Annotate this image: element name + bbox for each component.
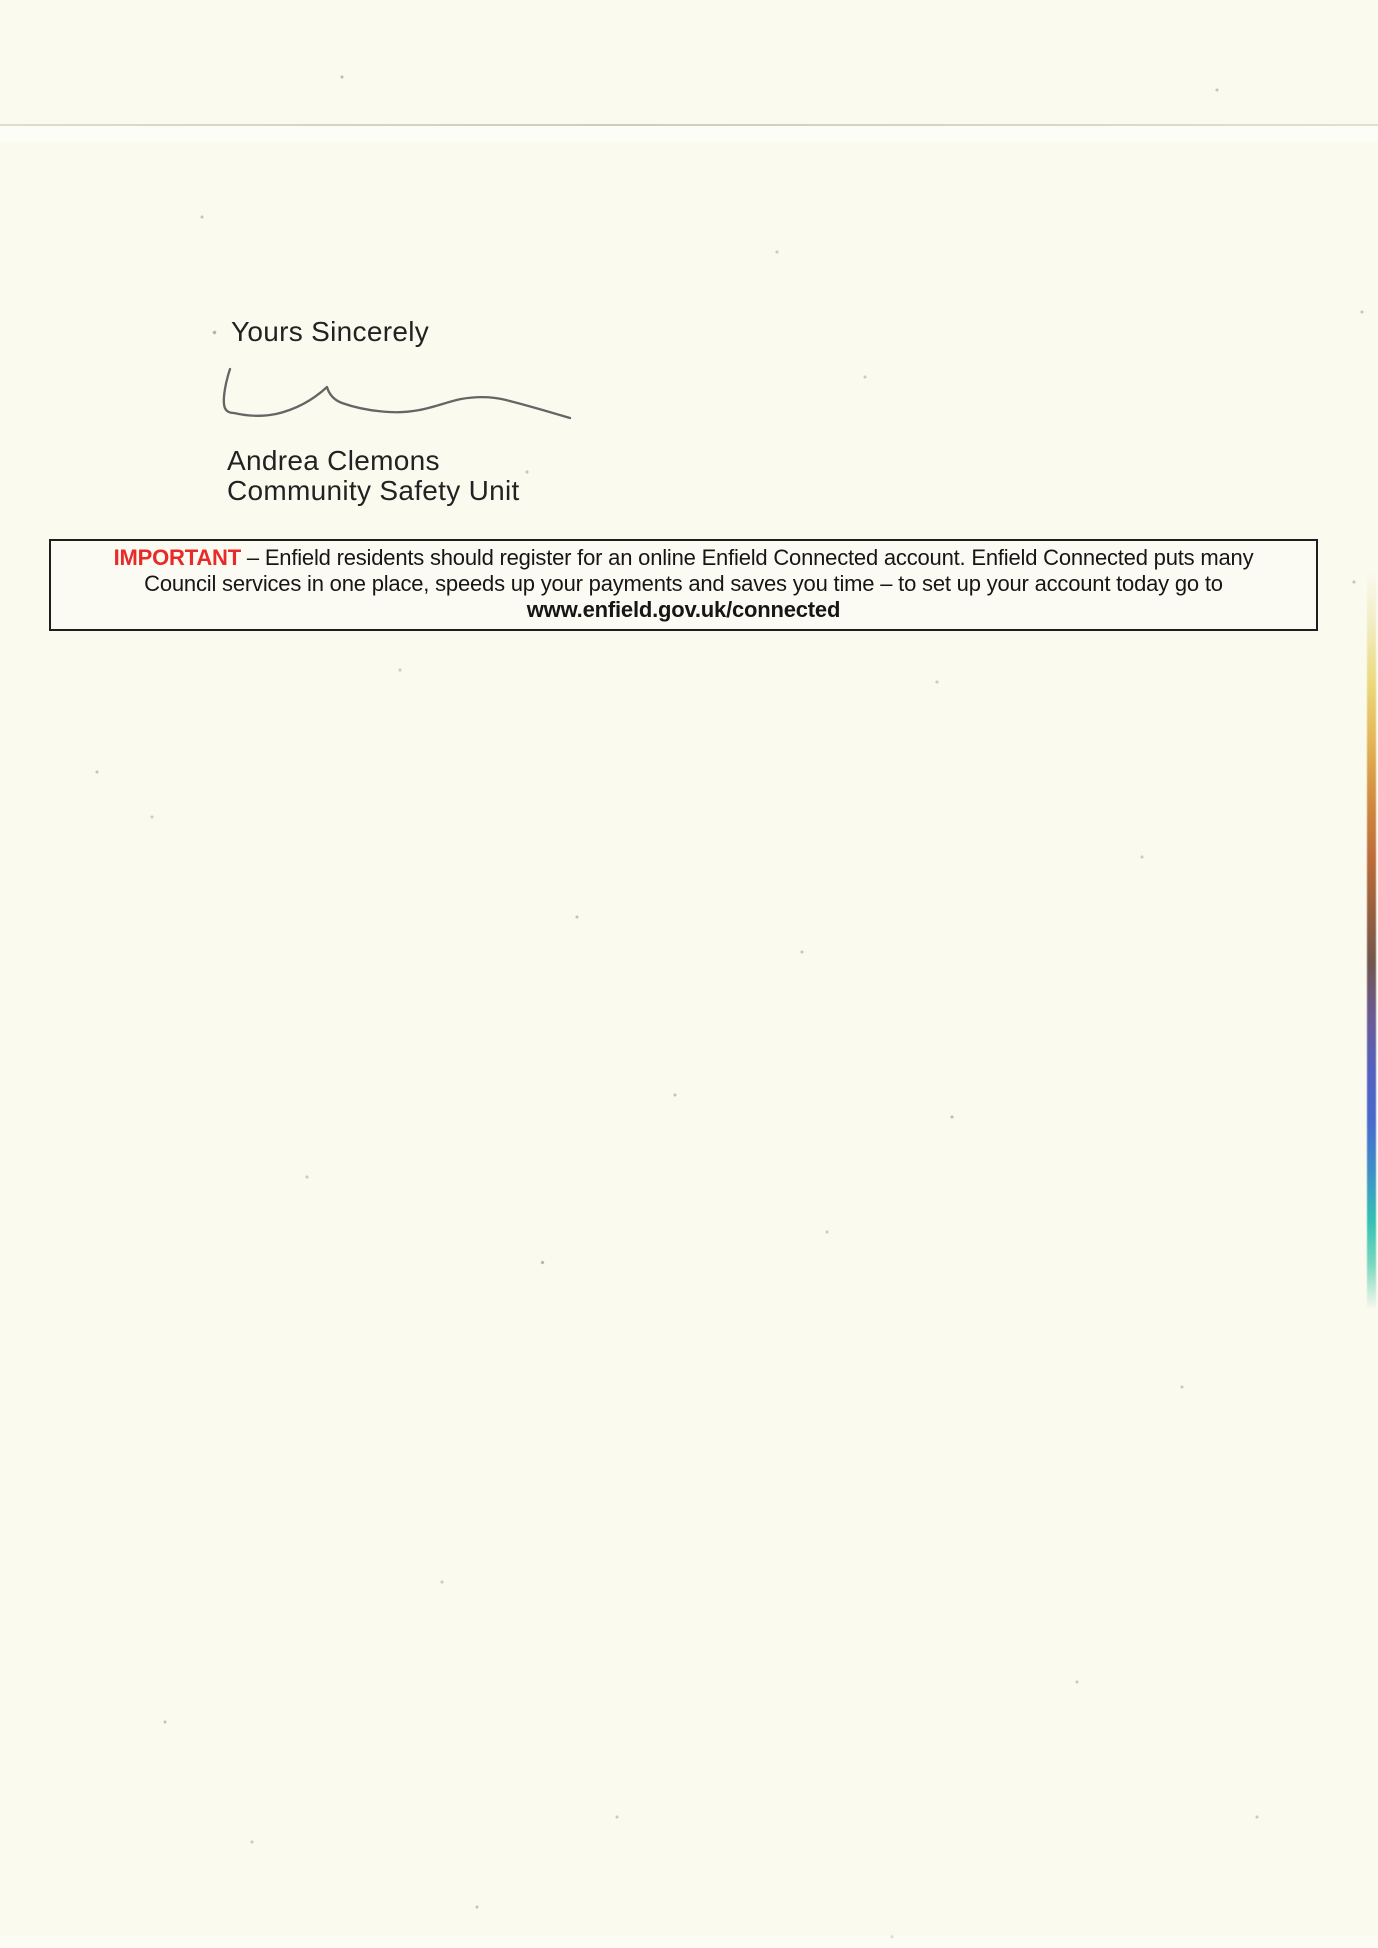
closing-text: Yours Sincerely xyxy=(231,316,430,347)
notice-line-1-text: – Enfield residents should register for an online Enfield Connected account. Enfield Connected puts many xyxy=(240,545,1254,570)
signature-stroke xyxy=(205,356,577,442)
notice-url: www.enfield.gov.uk/connected xyxy=(526,597,841,622)
notice-line-1 xyxy=(61,545,1306,571)
signatory-name: Andrea Clemons xyxy=(227,445,440,476)
scan-bottom-edge xyxy=(0,1936,1378,1948)
important-label: IMPORTANT xyxy=(113,545,241,570)
signature-block xyxy=(227,446,520,506)
scan-rainbow-artifact xyxy=(1367,572,1376,1310)
notice-line-2: Council services in one place, speeds up your payments and saves you time – to set up your account today go to xyxy=(144,571,1223,596)
signatory-department: Community Safety Unit xyxy=(227,475,520,506)
scan-seam-glow xyxy=(0,126,1378,142)
important-notice-box xyxy=(49,539,1318,631)
handwritten-signature xyxy=(205,356,577,442)
